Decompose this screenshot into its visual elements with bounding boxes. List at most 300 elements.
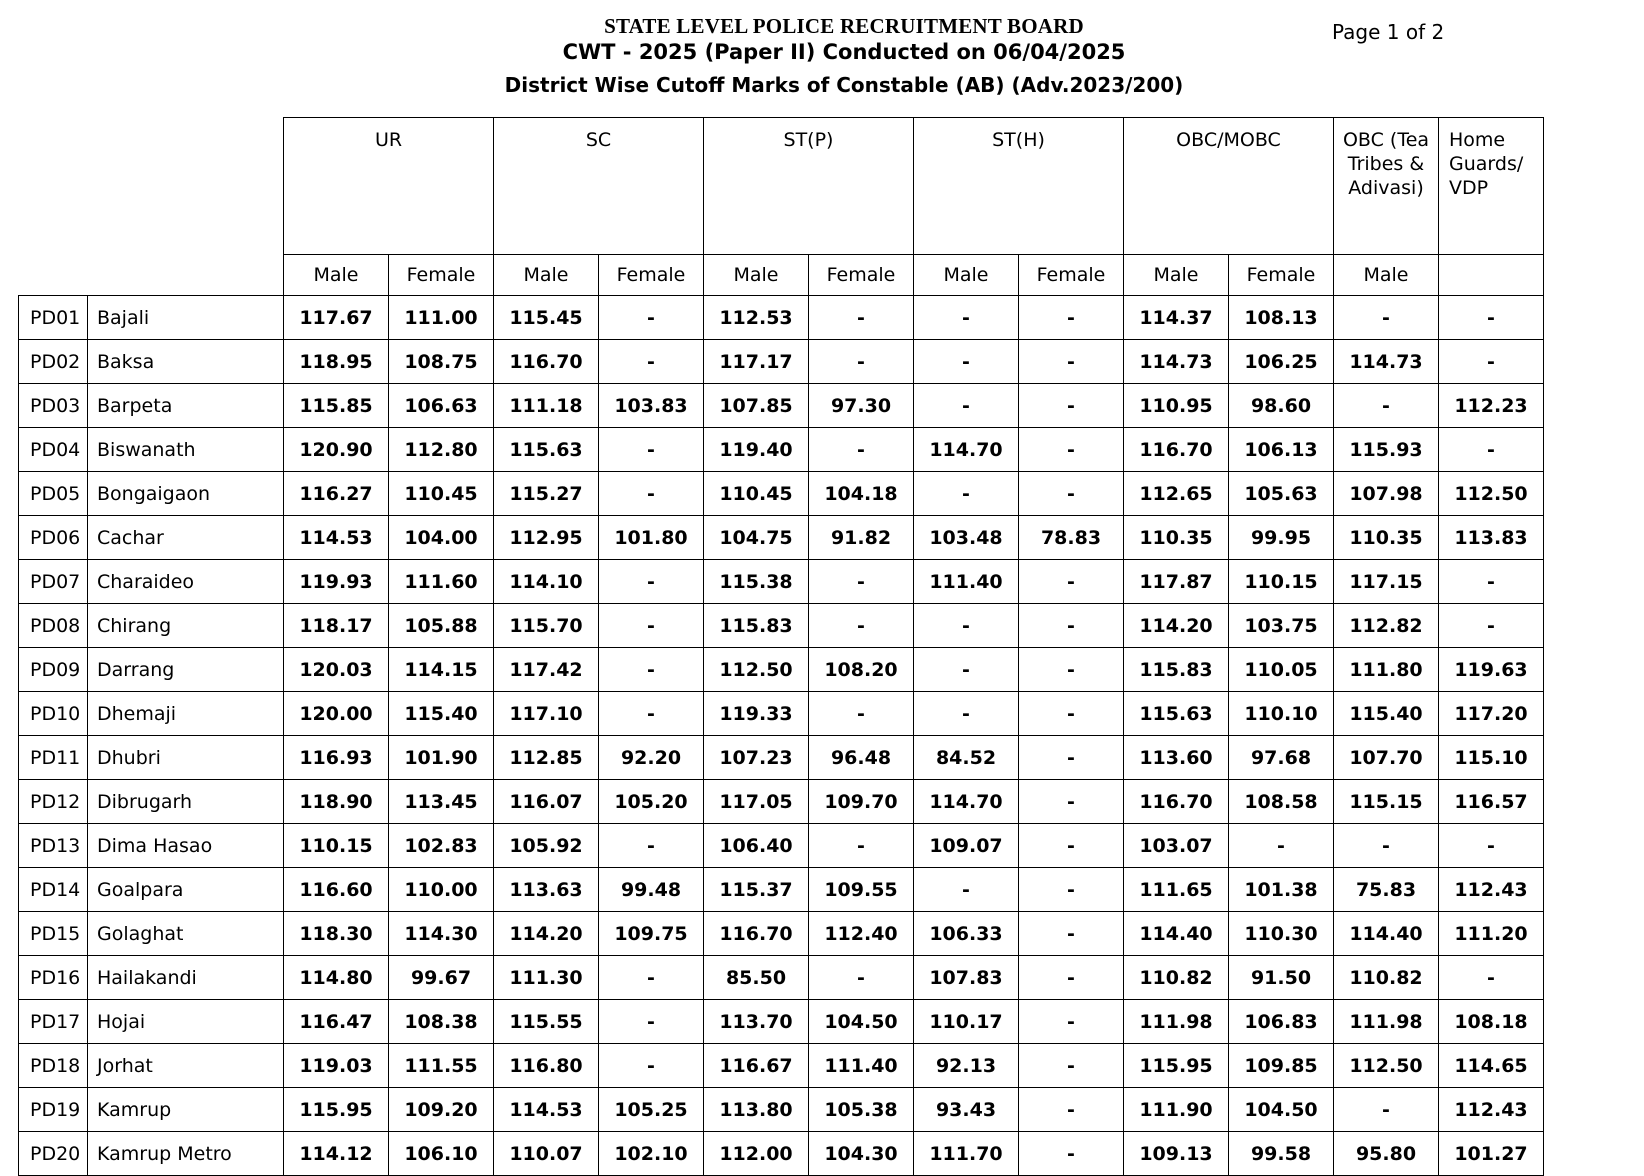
cutoff-cell: 84.52 — [914, 736, 1019, 780]
table-row — [19, 472, 1544, 516]
cutoff-cell: 115.85 — [284, 384, 389, 428]
cutoff-cell: 114.20 — [1124, 604, 1229, 648]
cutoff-cell: - — [1019, 736, 1124, 780]
district-code: PD20 — [19, 1132, 88, 1176]
district-name: Golaghat — [88, 912, 284, 956]
cutoff-cell: 111.00 — [389, 296, 494, 340]
cutoff-cell: 104.50 — [809, 1000, 914, 1044]
gender-header: Female — [599, 255, 704, 296]
cutoff-cell: 113.60 — [1124, 736, 1229, 780]
cutoff-cell: 112.00 — [704, 1132, 809, 1176]
cutoff-cell: - — [1019, 780, 1124, 824]
cutoff-cell: 105.63 — [1229, 472, 1334, 516]
cutoff-cell: 107.98 — [1334, 472, 1439, 516]
cutoff-cell: 108.75 — [389, 340, 494, 384]
cutoff-cell: 105.38 — [809, 1088, 914, 1132]
cutoff-cell: 101.38 — [1229, 868, 1334, 912]
cutoff-cell: 110.30 — [1229, 912, 1334, 956]
cutoff-cell: 115.63 — [1124, 692, 1229, 736]
table-row — [19, 868, 1544, 912]
cutoff-cell: 110.07 — [494, 1132, 599, 1176]
cutoff-cell: 113.80 — [704, 1088, 809, 1132]
cutoff-cell: - — [1019, 604, 1124, 648]
cutoff-cell: 110.15 — [1229, 560, 1334, 604]
cutoff-cell: 108.38 — [389, 1000, 494, 1044]
district-name: Dibrugarh — [88, 780, 284, 824]
district-name: Baksa — [88, 340, 284, 384]
district-name: Hojai — [88, 1000, 284, 1044]
cutoff-cell: 112.50 — [704, 648, 809, 692]
cutoff-cell: 105.25 — [599, 1088, 704, 1132]
cutoff-cell: 112.65 — [1124, 472, 1229, 516]
cutoff-cell: - — [1019, 648, 1124, 692]
cutoff-cell: 98.60 — [1229, 384, 1334, 428]
cutoff-cell: 106.13 — [1229, 428, 1334, 472]
district-name: Kamrup Metro — [88, 1132, 284, 1176]
cutoff-cell: 112.43 — [1439, 868, 1544, 912]
cutoff-cell: 115.40 — [1334, 692, 1439, 736]
cutoff-cell: - — [599, 472, 704, 516]
cutoff-cell: 114.65 — [1439, 1044, 1544, 1088]
cutoff-cell: 116.70 — [704, 912, 809, 956]
table-row — [19, 648, 1544, 692]
district-code: PD03 — [19, 384, 88, 428]
cutoff-cell: 115.37 — [704, 868, 809, 912]
table-row — [19, 340, 1544, 384]
cutoff-cell: 102.10 — [599, 1132, 704, 1176]
district-code: PD18 — [19, 1044, 88, 1088]
cutoff-cell: - — [1334, 384, 1439, 428]
district-name: Chirang — [88, 604, 284, 648]
document-header — [0, 0, 1644, 110]
cutoff-cell: 103.83 — [599, 384, 704, 428]
cutoff-cell: - — [599, 604, 704, 648]
district-name: Darrang — [88, 648, 284, 692]
district-code: PD17 — [19, 1000, 88, 1044]
cutoff-cell: 114.73 — [1124, 340, 1229, 384]
cutoff-cell: - — [1439, 340, 1544, 384]
report-title: District Wise Cutoff Marks of Constable (AB) (Adv.2023/200) — [504, 73, 1184, 97]
table-row — [19, 780, 1544, 824]
cutoff-cell: 114.40 — [1334, 912, 1439, 956]
cutoff-cell: 115.93 — [1334, 428, 1439, 472]
cutoff-cell: - — [1439, 296, 1544, 340]
cutoff-cell: 105.88 — [389, 604, 494, 648]
district-name: Biswanath — [88, 428, 284, 472]
district-code: PD14 — [19, 868, 88, 912]
cutoff-cell: 101.80 — [599, 516, 704, 560]
cutoff-cell: 110.95 — [1124, 384, 1229, 428]
district-code: PD10 — [19, 692, 88, 736]
cutoff-cell: - — [914, 340, 1019, 384]
cutoff-cell: 114.12 — [284, 1132, 389, 1176]
cutoff-cell: 115.95 — [1124, 1044, 1229, 1088]
cutoff-cell: 110.35 — [1334, 516, 1439, 560]
cutoff-cell: 117.05 — [704, 780, 809, 824]
cutoff-cell: 119.03 — [284, 1044, 389, 1088]
cutoff-cell: 119.93 — [284, 560, 389, 604]
district-name: Jorhat — [88, 1044, 284, 1088]
gender-header: Female — [389, 255, 494, 296]
cutoff-cell: 116.70 — [1124, 428, 1229, 472]
cutoff-cell: 111.18 — [494, 384, 599, 428]
cutoff-cell: 114.30 — [389, 912, 494, 956]
district-code: PD08 — [19, 604, 88, 648]
cutoff-cell: 117.67 — [284, 296, 389, 340]
cutoff-cell: - — [1019, 384, 1124, 428]
cutoff-cell: 106.10 — [389, 1132, 494, 1176]
cutoff-cell: 114.70 — [914, 428, 1019, 472]
cutoff-cell: - — [599, 956, 704, 1000]
cutoff-cell: - — [599, 1000, 704, 1044]
cutoff-cell: - — [914, 604, 1019, 648]
cutoff-cell: 114.70 — [914, 780, 1019, 824]
table-body — [19, 296, 1544, 1176]
cutoff-cell: 78.83 — [1019, 516, 1124, 560]
cutoff-cell: 116.70 — [1124, 780, 1229, 824]
district-name: Cachar — [88, 516, 284, 560]
cutoff-cell: 120.90 — [284, 428, 389, 472]
district-code: PD07 — [19, 560, 88, 604]
cutoff-cell: 105.20 — [599, 780, 704, 824]
cutoff-cell: 99.67 — [389, 956, 494, 1000]
cutoff-cell: 114.10 — [494, 560, 599, 604]
table-row — [19, 1088, 1544, 1132]
table-row — [19, 1000, 1544, 1044]
cutoff-cell: 110.17 — [914, 1000, 1019, 1044]
cutoff-cell: - — [914, 692, 1019, 736]
cutoff-cell: 111.20 — [1439, 912, 1544, 956]
category-header: Home Guards/ VDP — [1439, 118, 1544, 255]
table-row — [19, 736, 1544, 780]
cutoff-cell: 107.70 — [1334, 736, 1439, 780]
cutoff-cell: 115.45 — [494, 296, 599, 340]
cutoff-cell: 96.48 — [809, 736, 914, 780]
cutoff-cell: 112.80 — [389, 428, 494, 472]
cutoff-cell: - — [1019, 428, 1124, 472]
cutoff-cell: 114.53 — [284, 516, 389, 560]
cutoff-cell: 106.63 — [389, 384, 494, 428]
cutoff-cell: 116.67 — [704, 1044, 809, 1088]
cutoff-cell: 109.85 — [1229, 1044, 1334, 1088]
cutoff-cell: 91.50 — [1229, 956, 1334, 1000]
cutoff-cell: 106.33 — [914, 912, 1019, 956]
cutoff-cell: 120.00 — [284, 692, 389, 736]
cutoff-cell: - — [1019, 560, 1124, 604]
cutoff-cell: 109.55 — [809, 868, 914, 912]
district-name: Dhemaji — [88, 692, 284, 736]
cutoff-cell: 113.63 — [494, 868, 599, 912]
cutoff-cell: 114.15 — [389, 648, 494, 692]
cutoff-cell: 111.65 — [1124, 868, 1229, 912]
cutoff-cell: - — [914, 384, 1019, 428]
category-header: SC — [494, 118, 704, 255]
cutoff-cell: 101.27 — [1439, 1132, 1544, 1176]
cutoff-cell: 116.27 — [284, 472, 389, 516]
cutoff-cell: 114.37 — [1124, 296, 1229, 340]
cutoff-cell: 110.00 — [389, 868, 494, 912]
cutoff-cell: 118.90 — [284, 780, 389, 824]
table-row — [19, 956, 1544, 1000]
cutoff-cell: 118.30 — [284, 912, 389, 956]
cutoff-cell: 111.60 — [389, 560, 494, 604]
table-row — [19, 296, 1544, 340]
cutoff-cell: - — [914, 868, 1019, 912]
district-name: Dhubri — [88, 736, 284, 780]
cutoff-cell: 120.03 — [284, 648, 389, 692]
cutoff-cell: 116.07 — [494, 780, 599, 824]
district-code: PD15 — [19, 912, 88, 956]
table-row — [19, 560, 1544, 604]
district-name: Charaideo — [88, 560, 284, 604]
cutoff-cell: 107.23 — [704, 736, 809, 780]
cutoff-cell: 95.80 — [1334, 1132, 1439, 1176]
cutoff-cell: 116.70 — [494, 340, 599, 384]
cutoff-cell: 102.83 — [389, 824, 494, 868]
cutoff-cell: 117.87 — [1124, 560, 1229, 604]
cutoff-cell: 114.20 — [494, 912, 599, 956]
cutoff-cell: - — [1334, 824, 1439, 868]
category-header: OBC (Tea Tribes & Adivasi) — [1334, 118, 1439, 255]
cutoff-cell: 111.40 — [809, 1044, 914, 1088]
cutoff-cell: 118.17 — [284, 604, 389, 648]
cutoff-cell: 115.38 — [704, 560, 809, 604]
cutoff-cell: 104.18 — [809, 472, 914, 516]
cutoff-cell: 75.83 — [1334, 868, 1439, 912]
cutoff-cell: - — [1019, 1132, 1124, 1176]
district-name: Hailakandi — [88, 956, 284, 1000]
cutoff-cell: 116.93 — [284, 736, 389, 780]
gender-header: Male — [1334, 255, 1439, 296]
cutoff-cell: - — [809, 296, 914, 340]
cutoff-cell: - — [1439, 560, 1544, 604]
district-code: PD11 — [19, 736, 88, 780]
cutoff-cell: 119.33 — [704, 692, 809, 736]
cutoff-cell: 110.35 — [1124, 516, 1229, 560]
cutoff-cell: 117.17 — [704, 340, 809, 384]
cutoff-cell: - — [599, 824, 704, 868]
cutoff-cell: 112.43 — [1439, 1088, 1544, 1132]
cutoff-cell: 110.10 — [1229, 692, 1334, 736]
cutoff-cell: - — [1019, 824, 1124, 868]
cutoff-cell: 97.68 — [1229, 736, 1334, 780]
cutoff-cell: 112.53 — [704, 296, 809, 340]
gender-header: Female — [1019, 255, 1124, 296]
category-header: OBC/MOBC — [1124, 118, 1334, 255]
gender-header: Male — [914, 255, 1019, 296]
cutoff-cell: - — [599, 340, 704, 384]
district-name: Dima Hasao — [88, 824, 284, 868]
cutoff-cell: - — [1334, 296, 1439, 340]
cutoff-cell: - — [1439, 824, 1544, 868]
cutoff-cell: 113.83 — [1439, 516, 1544, 560]
cutoff-cell: - — [599, 648, 704, 692]
cutoff-cell: 108.20 — [809, 648, 914, 692]
cutoff-cell: 103.07 — [1124, 824, 1229, 868]
cutoff-cell: 99.48 — [599, 868, 704, 912]
cutoff-cell: 114.80 — [284, 956, 389, 1000]
table-row — [19, 1132, 1544, 1176]
district-name: Bongaigaon — [88, 472, 284, 516]
cutoff-cell: - — [599, 560, 704, 604]
category-header: ST(H) — [914, 118, 1124, 255]
cutoff-cell: 115.40 — [389, 692, 494, 736]
gender-header: Male — [494, 255, 599, 296]
cutoff-cell: - — [1019, 340, 1124, 384]
cutoff-cell: - — [809, 340, 914, 384]
district-name: Bajali — [88, 296, 284, 340]
cutoff-cell: 104.30 — [809, 1132, 914, 1176]
cutoff-cell: 99.95 — [1229, 516, 1334, 560]
table-row — [19, 692, 1544, 736]
cutoff-cell: 111.98 — [1334, 1000, 1439, 1044]
cutoff-cell: 109.20 — [389, 1088, 494, 1132]
gender-header: Male — [704, 255, 809, 296]
cutoff-cell: 108.18 — [1439, 1000, 1544, 1044]
cutoff-cell: 115.63 — [494, 428, 599, 472]
cutoff-cell: 93.43 — [914, 1088, 1019, 1132]
cutoff-cell: 108.13 — [1229, 296, 1334, 340]
cutoff-cell: 101.90 — [389, 736, 494, 780]
cutoff-cell: 92.13 — [914, 1044, 1019, 1088]
cutoff-cell: 92.20 — [599, 736, 704, 780]
cutoff-cell: 115.70 — [494, 604, 599, 648]
cutoff-cell: 106.83 — [1229, 1000, 1334, 1044]
cutoff-cell: - — [1019, 472, 1124, 516]
cutoff-cell: 112.40 — [809, 912, 914, 956]
cutoff-cell: 107.85 — [704, 384, 809, 428]
cutoff-cell: 110.82 — [1124, 956, 1229, 1000]
cutoff-cell: - — [809, 428, 914, 472]
cutoff-cell: - — [599, 692, 704, 736]
cutoff-cell: 117.20 — [1439, 692, 1544, 736]
cutoff-cell: 97.30 — [809, 384, 914, 428]
cutoff-cell: 112.85 — [494, 736, 599, 780]
district-code: PD05 — [19, 472, 88, 516]
cutoff-cell: 115.15 — [1334, 780, 1439, 824]
table-row — [19, 604, 1544, 648]
cutoff-cell: - — [1334, 1088, 1439, 1132]
cutoff-cell: 104.00 — [389, 516, 494, 560]
cutoff-cell: - — [914, 648, 1019, 692]
cutoff-cell: 107.83 — [914, 956, 1019, 1000]
cutoff-cell: 110.15 — [284, 824, 389, 868]
district-code: PD06 — [19, 516, 88, 560]
cutoff-cell: 104.75 — [704, 516, 809, 560]
district-code: PD04 — [19, 428, 88, 472]
district-code: PD01 — [19, 296, 88, 340]
cutoff-cell: - — [599, 428, 704, 472]
cutoff-cell: 119.40 — [704, 428, 809, 472]
cutoff-cell: 111.40 — [914, 560, 1019, 604]
cutoff-cell: 105.92 — [494, 824, 599, 868]
cutoff-cell: 118.95 — [284, 340, 389, 384]
cutoff-cell: 111.98 — [1124, 1000, 1229, 1044]
cutoff-table — [18, 117, 1544, 1176]
cutoff-cell: - — [914, 472, 1019, 516]
cutoff-cell: 115.55 — [494, 1000, 599, 1044]
cutoff-cell: 112.23 — [1439, 384, 1544, 428]
page-number: Page 1 of 2 — [1332, 20, 1445, 44]
gender-header: Male — [284, 255, 389, 296]
cutoff-cell: 115.27 — [494, 472, 599, 516]
cutoff-cell: 114.73 — [1334, 340, 1439, 384]
cutoff-cell: 116.47 — [284, 1000, 389, 1044]
cutoff-cell: 116.80 — [494, 1044, 599, 1088]
table-row — [19, 516, 1544, 560]
district-name: Kamrup — [88, 1088, 284, 1132]
cutoff-cell: 112.50 — [1439, 472, 1544, 516]
cutoff-cell: - — [1229, 824, 1334, 868]
cutoff-cell: 114.40 — [1124, 912, 1229, 956]
table-row — [19, 912, 1544, 956]
gender-header: Female — [809, 255, 914, 296]
cutoff-cell: - — [599, 296, 704, 340]
category-header: UR — [284, 118, 494, 255]
gender-header — [1439, 255, 1544, 296]
cutoff-cell: - — [1019, 1000, 1124, 1044]
cutoff-cell: - — [599, 1044, 704, 1088]
organization-title: STATE LEVEL POLICE RECRUITMENT BOARD — [604, 14, 1084, 38]
cutoff-cell: 110.45 — [389, 472, 494, 516]
table-row — [19, 1044, 1544, 1088]
cutoff-cell: 103.48 — [914, 516, 1019, 560]
cutoff-cell: 117.15 — [1334, 560, 1439, 604]
cutoff-cell: 111.80 — [1334, 648, 1439, 692]
cutoff-cell: 116.57 — [1439, 780, 1544, 824]
cutoff-cell: 117.10 — [494, 692, 599, 736]
cutoff-cell: 110.45 — [704, 472, 809, 516]
cutoff-cell: 106.40 — [704, 824, 809, 868]
district-code: PD13 — [19, 824, 88, 868]
table-row — [19, 824, 1544, 868]
cutoff-cell: - — [1439, 604, 1544, 648]
cutoff-cell: - — [809, 956, 914, 1000]
cutoff-cell: 106.25 — [1229, 340, 1334, 384]
cutoff-cell: - — [809, 692, 914, 736]
cutoff-cell: 104.50 — [1229, 1088, 1334, 1132]
exam-title: CWT - 2025 (Paper II) Conducted on 06/04/2025 — [562, 40, 1126, 64]
cutoff-cell: 116.60 — [284, 868, 389, 912]
district-code: PD09 — [19, 648, 88, 692]
cutoff-cell: 109.75 — [599, 912, 704, 956]
cutoff-cell: 109.70 — [809, 780, 914, 824]
cutoff-cell: 99.58 — [1229, 1132, 1334, 1176]
table-row — [19, 384, 1544, 428]
cutoff-cell: - — [1019, 1088, 1124, 1132]
cutoff-cell: - — [1019, 296, 1124, 340]
cutoff-cell: 111.70 — [914, 1132, 1019, 1176]
district-name: Goalpara — [88, 868, 284, 912]
cutoff-cell: 111.90 — [1124, 1088, 1229, 1132]
district-name: Barpeta — [88, 384, 284, 428]
cutoff-cell: - — [809, 604, 914, 648]
cutoff-cell: - — [1019, 912, 1124, 956]
category-header: ST(P) — [704, 118, 914, 255]
cutoff-cell: - — [914, 296, 1019, 340]
cutoff-cell: - — [1019, 1044, 1124, 1088]
district-code: PD12 — [19, 780, 88, 824]
cutoff-cell: - — [809, 824, 914, 868]
cutoff-cell: 110.05 — [1229, 648, 1334, 692]
cutoff-cell: 115.10 — [1439, 736, 1544, 780]
table-row — [19, 428, 1544, 472]
cutoff-cell: 113.70 — [704, 1000, 809, 1044]
cutoff-cell: 109.13 — [1124, 1132, 1229, 1176]
cutoff-cell: 110.82 — [1334, 956, 1439, 1000]
cutoff-cell: 103.75 — [1229, 604, 1334, 648]
cutoff-cell: 112.82 — [1334, 604, 1439, 648]
